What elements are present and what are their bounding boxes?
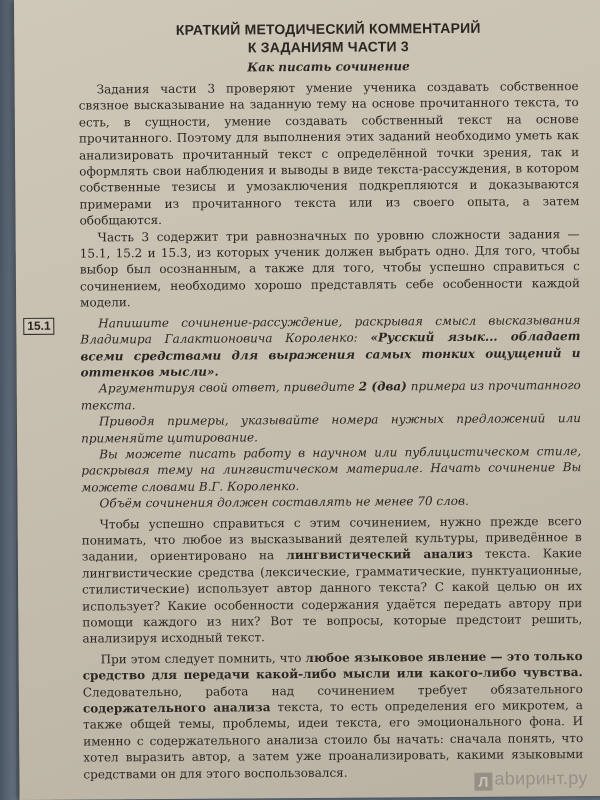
body-p2-end: текста, то есть определения его микротем, а также общей темы, проблемы, идеи текста, его эмоционального фона. И именно с содержательного анализа стоило бы начать: сначала понять, что хотел выразить автор, а затем уже проанализировать, какими языковыми средствами он для этого воспользовался. bbox=[83, 698, 584, 782]
task-line-2 bbox=[81, 377, 581, 413]
page-title bbox=[78, 18, 578, 57]
body-p2-mid: Следовательно, работа над сочинением требует обязательного bbox=[82, 681, 583, 700]
labirint-logo-icon: Л bbox=[474, 773, 492, 791]
intro-paragraph-2: Часть 3 содержит три равнозначных по уровню сложности задания — 15.1, 15.2 и 15.3, из которых ученик должен выбрать одно. Для того, чтобы выбор был осознанным, а также для того, чтобы успешно справиться с сочинением, необходимо хорошо представлять себе особенности каждой модели. bbox=[79, 226, 581, 310]
background-edge bbox=[0, 0, 16, 800]
title-line-1: КРАТКИЙ МЕТОДИЧЕСКИЙ КОММЕНТАРИЙ bbox=[175, 19, 481, 38]
task-line-1-start: Напишите сочинение-рассуждение, раскрывая смысл высказывания Владимира Галактионовича Короленко: bbox=[80, 312, 581, 347]
body-p2-start: При этом следует помнить, что bbox=[100, 650, 306, 667]
body-p1-end: текста. Какие лингвистические средства (лексические, грамматические, пунктуационные, стилистические) использует автор данного текста? С какой целью он их использует? Какие особенности содержания удаётся передать автору при помощи каждого из них? Вот те вопросы, которые предстоит решить, анализируя исходный текст. bbox=[81, 546, 583, 646]
page-content bbox=[27, 18, 584, 783]
title-line-2: К ЗАДАНИЯМ ЧАСТИ 3 bbox=[247, 38, 409, 56]
book-page bbox=[14, 0, 600, 800]
body-paragraph-1 bbox=[82, 513, 583, 648]
task-line-3: Приводя примеры, указывайте номера нужных предложений или применяйте цитирование. bbox=[81, 411, 581, 446]
body-paragraph-2 bbox=[83, 648, 584, 783]
body-p1-start: Чтобы успешно справиться с этим сочинением, нужно прежде всего понимать, что любое из высказываний деятелей культуры, приведённое в задании, ориентировано на bbox=[81, 513, 582, 564]
task-line-1 bbox=[80, 312, 580, 381]
task-quote: «Русский язык... обладает всеми средствами для выражения самых тонких ощущений и оттенков мысли». bbox=[80, 329, 581, 380]
task-line-2-start: Аргументируя свой ответ, приведите bbox=[98, 379, 359, 396]
task-text bbox=[80, 312, 581, 512]
task-line-2-end: примера из прочитанного текста. bbox=[80, 378, 581, 413]
body-p2-bold-2: содержательного анализа bbox=[82, 700, 271, 716]
task-line-2-bold: 2 (два) bbox=[358, 379, 407, 394]
task-block bbox=[27, 312, 582, 512]
intro-paragraph-1: Задания части 3 проверяют умение ученика создавать собственное связное высказывание на заданную тему на основе прочитанного текста, то есть, в сущности, умение создавать собственный текст на основе прочитанного. Поэтому для выполнения этих заданий необходимо уметь как анализировать прочитанный текст с определённой точки зрения, так и оформлять свои наблюдения и выводы в виде текста-рассуждения, в котором собственные тезисы и умозаключения подкрепляются и доказываются примерами из прочитанного текста или из своего опыта, а затем обобщаются. bbox=[78, 79, 580, 228]
body-p1-bold: лингвистический анализ bbox=[286, 547, 473, 563]
watermark-text: abиринт.ру bbox=[494, 768, 588, 789]
labirint-watermark bbox=[474, 768, 587, 791]
body-p2-bold-1: любое языковое явление — это только средство для передачи какой-либо мысли или какого-либо чувства. bbox=[82, 648, 583, 683]
section-subtitle: Как писать сочинение bbox=[247, 59, 410, 75]
task-line-5: Объём сочинения должен составлять не менее 70 слов. bbox=[99, 493, 469, 511]
task-line-4: Вы можете писать работу в научном или публицистическом стиле, раскрывая тему на лингвистическом материале. Начать сочинение Вы можете словами В.Г. Короленко. bbox=[81, 443, 582, 495]
task-number-badge: 15.1 bbox=[23, 317, 54, 334]
